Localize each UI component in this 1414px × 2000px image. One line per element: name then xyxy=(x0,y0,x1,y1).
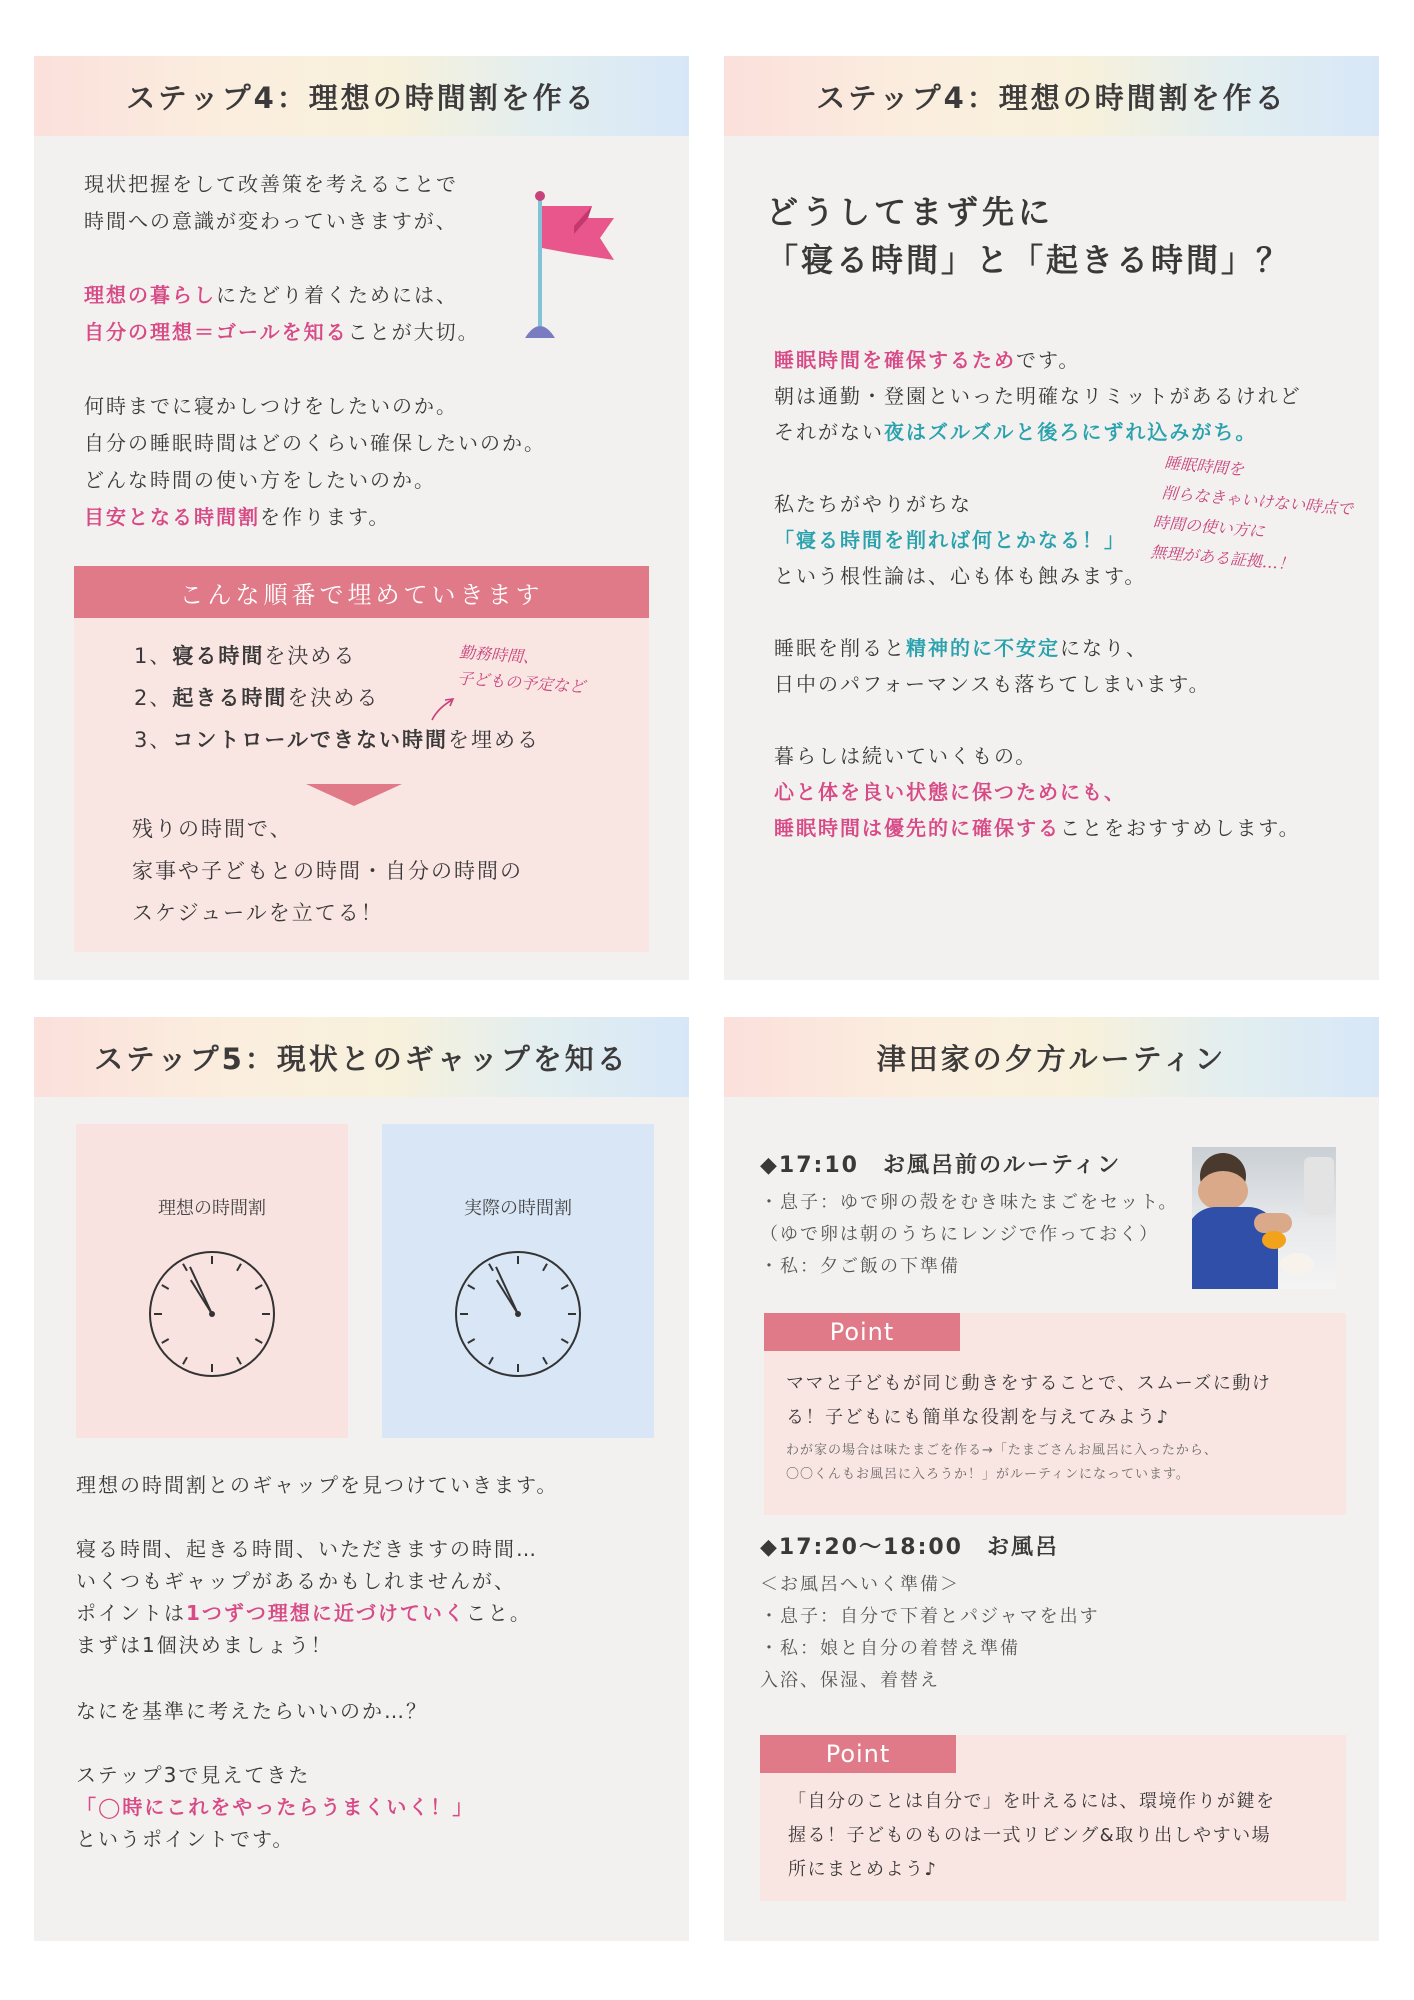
gap-line-2: 寝る時間、起きる時間、いただきますの時間… xyxy=(76,1537,538,1561)
gap-line-3: いくつもギャップがあるかもしれませんが、 xyxy=(76,1569,516,1593)
question-line-1: 何時までに寝かしつけをしたいのか。 xyxy=(84,394,458,418)
goal-line-2: 自分の理想＝ゴールを知ることが大切。 xyxy=(84,320,480,344)
routine-2-line-2: ・息子：自分で下着とパジャマを出す xyxy=(760,1606,1100,1627)
conclusion-line-3: 睡眠時間は優先的に確保することをおすすめします。 xyxy=(774,816,1301,840)
point-label: Point xyxy=(760,1735,956,1773)
mindset-line-1: 私たちがやりがちな xyxy=(774,492,972,516)
effect-line-2: 日中のパフォーマンスも落ちてしまいます。 xyxy=(774,672,1211,696)
after-line-3: スケジュールを立てる！ xyxy=(132,901,384,925)
routine-2-line-3: ・私：娘と自分の着替え準備 xyxy=(760,1638,1020,1659)
gap-line-7: ステップ3で見えてきた xyxy=(76,1763,311,1787)
point-2-line-2: 握る！子どものものは一式リビング&取り出しやすい場 xyxy=(788,1825,1272,1846)
panel-step5-gap xyxy=(34,1017,689,1941)
routine-2-line-1: ＜お風呂へいく準備＞ xyxy=(760,1574,960,1595)
answer-line-1: 睡眠時間を確保するためです。 xyxy=(774,348,1081,372)
point-1-sub-1: わが家の場合は味たまごを作る→「たまごさんお風呂に入ったから、 xyxy=(786,1443,1218,1458)
mindset-line-3: という根性論は、心も体も蝕みます。 xyxy=(774,564,1147,588)
point-1-line-1: ママと子どもが同じ動きをすることで、スムーズに動け xyxy=(786,1373,1272,1394)
routine-1-heading: ◆17:10 お風呂前のルーティン xyxy=(760,1153,1122,1178)
mindset-line-2: 「寝る時間を削れば何とかなる！」 xyxy=(774,528,1126,552)
intro-line-2: 時間への意識が変わっていきますが、 xyxy=(84,209,458,233)
question-line-2: 自分の睡眠時間はどのくらい確保したいのか。 xyxy=(84,431,546,455)
after-line-2: 家事や子どもとの時間・自分の時間の xyxy=(132,859,523,883)
panel-title: ステップ4：理想の時間割を作る xyxy=(34,56,689,136)
clock-icon xyxy=(448,1244,588,1384)
actual-timetable-card xyxy=(382,1124,654,1438)
order-step-1: 1、寝る時間を決める xyxy=(134,644,357,668)
actual-timetable-label: 実際の時間割 xyxy=(464,1198,572,1219)
routine-1-line-3: ・私：夕ご飯の下準備 xyxy=(760,1256,960,1277)
panel-step4-why-sleep xyxy=(724,56,1379,980)
order-box-title: こんな順番で埋めていきます xyxy=(74,566,649,618)
question-line-4: 目安となる時間割を作ります。 xyxy=(84,505,391,529)
routine-1-line-1: ・息子：ゆで卵の殻をむき味たまごをセット。 xyxy=(760,1192,1179,1213)
effect-line-1: 睡眠を削ると精神的に不安定になり、 xyxy=(774,636,1148,660)
gap-line-4: ポイントは1つずつ理想に近づけていくこと。 xyxy=(76,1601,532,1625)
point-1-line-2: る！子どもにも簡単な役割を与えてみよう♪ xyxy=(786,1407,1170,1428)
intro-line-1: 現状把握をして改善策を考えることで xyxy=(84,172,458,196)
point-box-1 xyxy=(764,1313,1346,1515)
order-box xyxy=(74,566,649,952)
conclusion-line-1: 暮らしは続いていくもの。 xyxy=(774,744,1038,768)
gap-line-5: まずは1個決めましょう！ xyxy=(76,1633,333,1657)
point-2-line-3: 所にまとめよう♪ xyxy=(788,1859,938,1880)
question-heading-line-2: 「寝る時間」と「起きる時間」？ xyxy=(766,241,1292,279)
panel-title: ステップ4：理想の時間割を作る xyxy=(724,56,1379,136)
conclusion-line-2: 心と体を良い状態に保つためにも、 xyxy=(774,780,1126,804)
point-label: Point xyxy=(764,1313,960,1351)
after-line-1: 残りの時間で、 xyxy=(132,817,293,841)
routine-1-line-2: （ゆで卵は朝のうちにレンジで作っておく） xyxy=(760,1224,1160,1245)
question-line-3: どんな時間の使い方をしたいのか。 xyxy=(84,468,436,492)
answer-line-2: 朝は通勤・登園といった明確なリミットがあるけれど xyxy=(774,384,1302,408)
handwritten-note: 勤務時間、 子どもの予定など xyxy=(456,642,586,697)
ideal-timetable-label: 理想の時間割 xyxy=(158,1198,266,1219)
answer-line-3: それがない夜はズルズルと後ろにずれ込みがち。 xyxy=(774,420,1258,444)
gap-line-1: 理想の時間割とのギャップを見つけていきます。 xyxy=(76,1473,559,1497)
panel-title: 津田家の夕方ルーティン xyxy=(724,1017,1379,1097)
gap-line-9: というポイントです。 xyxy=(76,1827,295,1851)
gap-line-8: 「◯時にこれをやったらうまくいく！」 xyxy=(76,1795,475,1819)
routine-2-line-4: 入浴、保湿、着替え xyxy=(760,1670,940,1691)
point-2-line-1: 「自分のことは自分で」を叶えるには、環境作りが鍵を xyxy=(788,1791,1276,1812)
note-arrow-icon xyxy=(428,694,458,724)
panel-title: ステップ5：現状とのギャップを知る xyxy=(34,1017,689,1097)
down-triangle-icon xyxy=(306,784,402,808)
point-1-sub-2: 〇〇くんもお風呂に入ろうか！」がルーティンになっています。 xyxy=(786,1467,1190,1482)
panel-evening-routine xyxy=(724,1017,1379,1941)
order-step-2: 2、起きる時間を決める xyxy=(134,686,380,710)
routine-2-heading: ◆17:20～18:00 お風呂 xyxy=(760,1535,1059,1560)
flag-icon xyxy=(522,186,632,346)
gap-line-6: なにを基準に考えたらいいのか…？ xyxy=(76,1699,428,1723)
order-step-3: 3、コントロールできない時間を埋める xyxy=(134,728,540,752)
panel-step4-ideal-timetable xyxy=(34,56,689,980)
child-photo xyxy=(1192,1147,1336,1289)
question-heading-line-1: どうしてまず先に xyxy=(766,193,1055,231)
ideal-timetable-card xyxy=(76,1124,348,1438)
goal-line-1: 理想の暮らしにたどり着くためには、 xyxy=(84,283,458,307)
point-box-2 xyxy=(760,1735,1346,1901)
clock-icon xyxy=(142,1244,282,1384)
handwritten-note: 睡眠時間を 削らなきゃいけない時点で 時間の使い方に 無理がある証拠…！ xyxy=(1149,453,1354,574)
